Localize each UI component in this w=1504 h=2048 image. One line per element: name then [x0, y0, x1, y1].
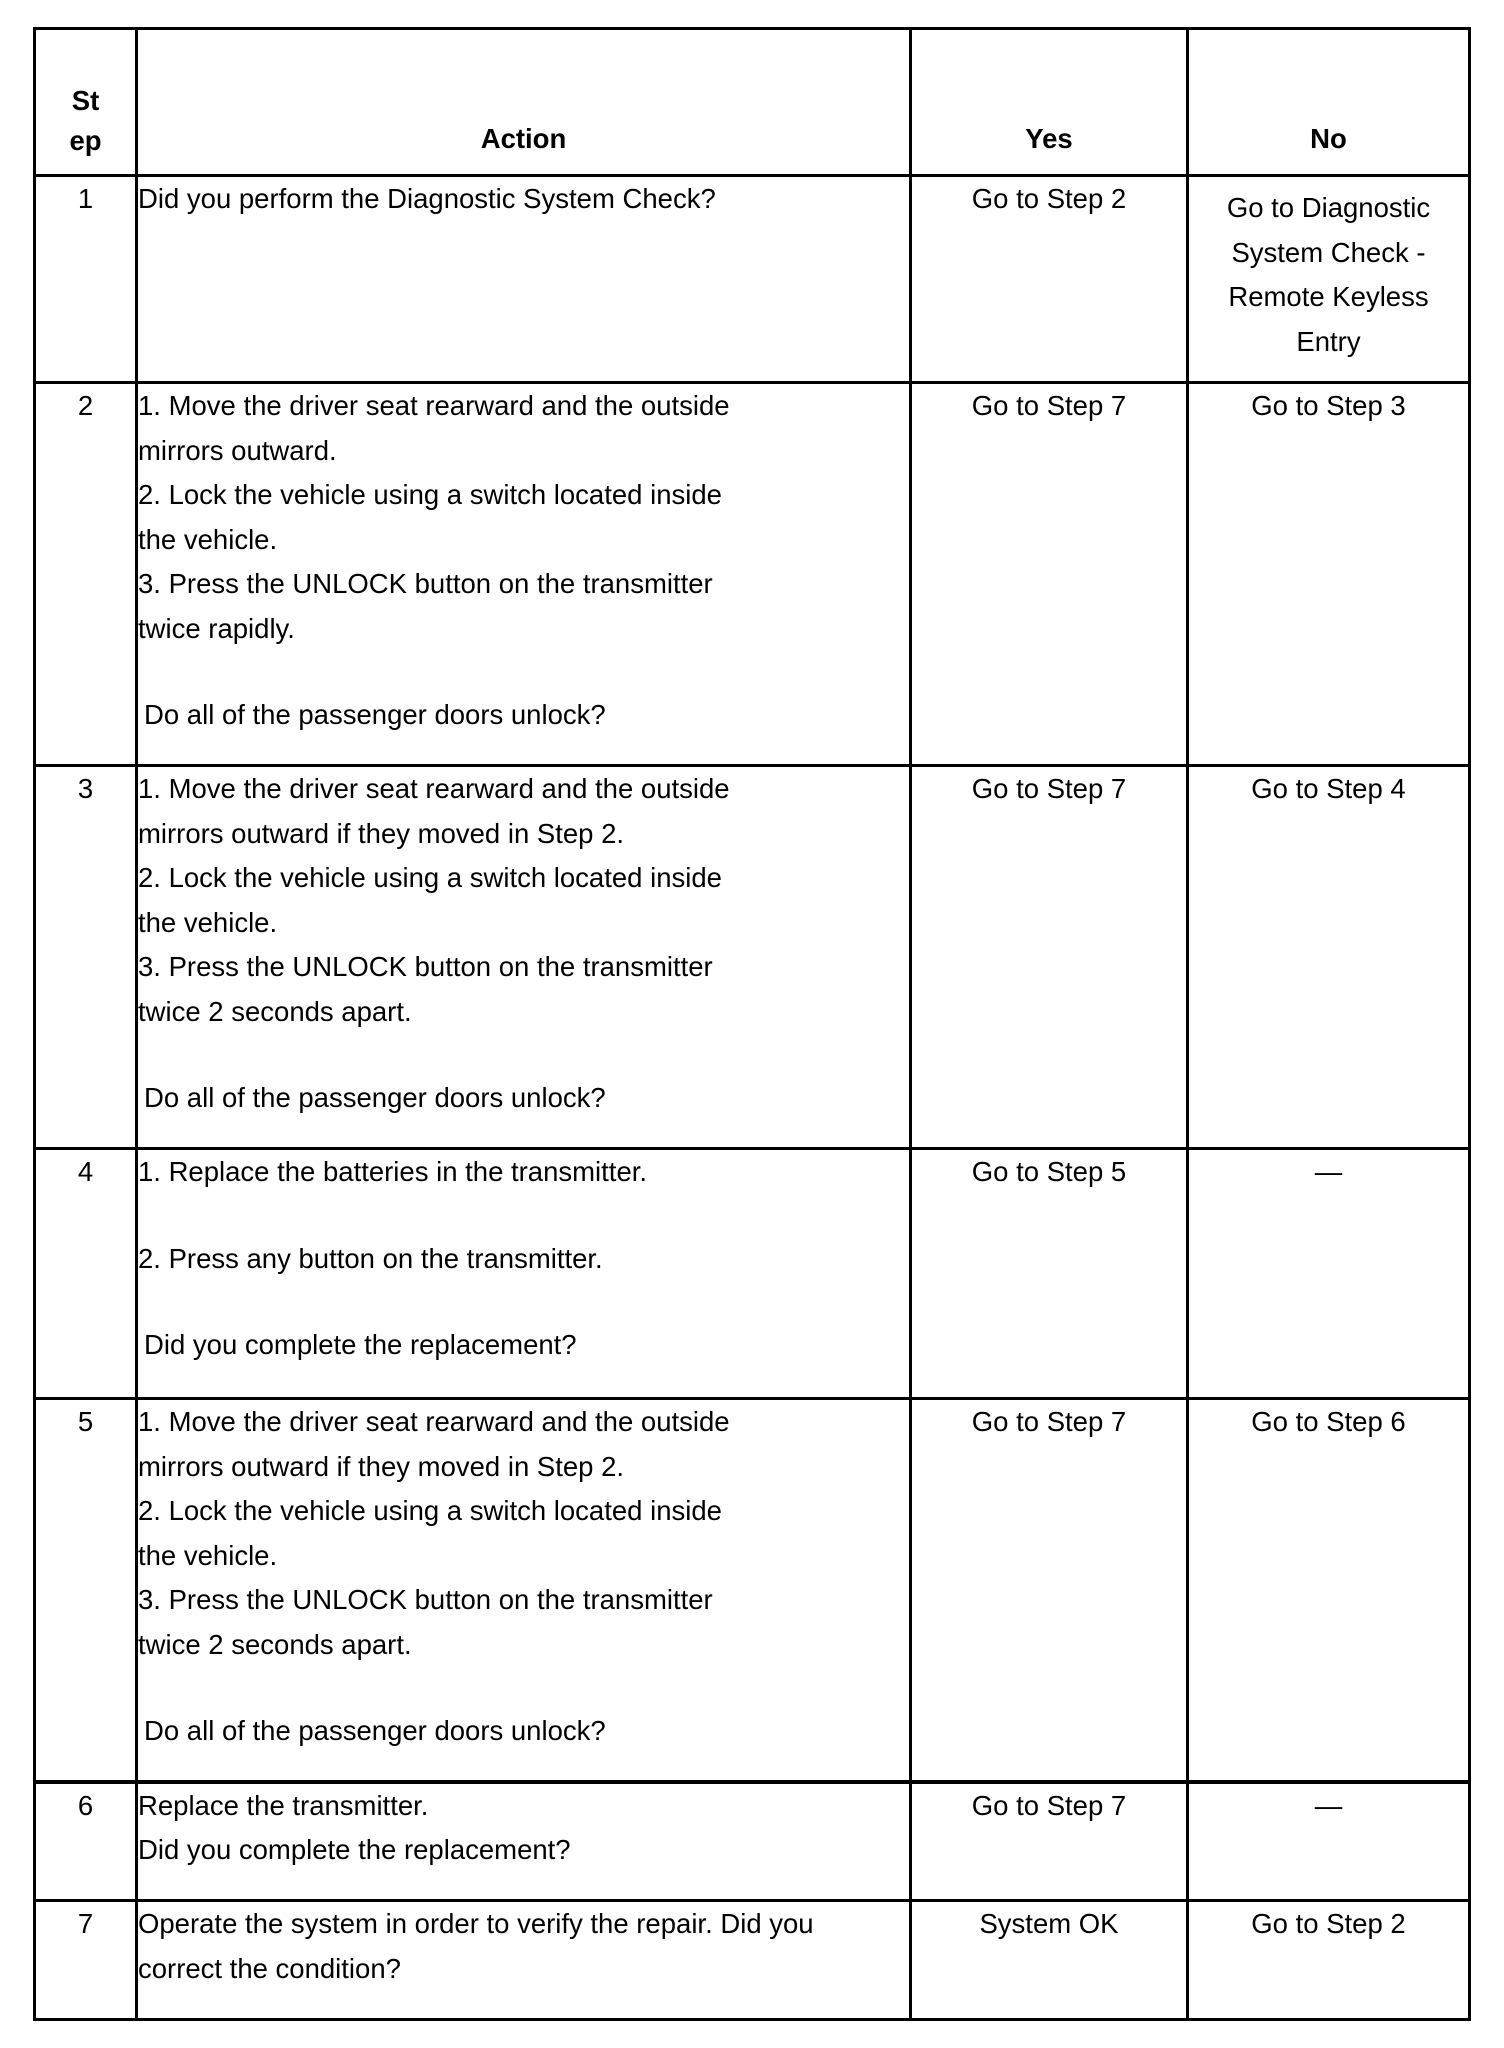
table-row	[35, 1901, 1470, 2020]
action-cell	[137, 383, 911, 766]
action-line: 3. Press the UNLOCK button on the transmitter	[138, 568, 713, 599]
action-question: Do all of the passenger doors unlock?	[144, 1715, 606, 1746]
action-spacer	[138, 1667, 909, 1709]
action-line: twice rapidly.	[138, 612, 295, 644]
diagnostic-table	[33, 27, 1471, 2021]
no-result	[1188, 766, 1470, 1149]
step-number: 5	[35, 1399, 137, 1782]
yes-result: Go to Step 7	[911, 1399, 1188, 1782]
action-cell	[137, 1782, 911, 1901]
action-line: mirrors outward.	[138, 434, 337, 466]
no-result	[1188, 176, 1470, 383]
action-cell	[137, 1901, 911, 2020]
no-result-line: System Check -	[1231, 236, 1426, 268]
action-question: Do all of the passenger doors unlock?	[144, 699, 606, 730]
action-line: 1. Replace the batteries in the transmitter.	[138, 1156, 648, 1187]
action-line: 3. Press the UNLOCK button on the transmitter	[138, 951, 713, 982]
action-line: 1. Move the driver seat rearward and the outside	[138, 390, 730, 421]
action-line: Replace the transmitter.	[138, 1789, 429, 1821]
action-line: 2. Press any button on the transmitter.	[138, 1242, 603, 1274]
header-no: No	[1188, 29, 1470, 176]
yes-result: Go to Step 7	[911, 766, 1188, 1149]
table-row	[35, 1149, 1470, 1399]
no-result-line: —	[1314, 1156, 1343, 1187]
action-cell	[137, 176, 911, 383]
no-result	[1188, 1149, 1470, 1399]
step-number: 7	[35, 1901, 137, 2020]
no-result	[1188, 383, 1470, 766]
step-number: 1	[35, 176, 137, 383]
action-cell	[137, 1149, 911, 1399]
no-result-line: Go to Step 4	[1251, 773, 1406, 804]
yes-result: Go to Step 7	[911, 383, 1188, 766]
header-step-line2: ep	[69, 125, 102, 156]
action-spacer	[138, 651, 909, 693]
no-result-line: Go to Step 6	[1251, 1406, 1406, 1437]
no-result-line: Remote Keyless	[1228, 281, 1429, 312]
no-result-line: Go to Step 3	[1251, 390, 1406, 421]
action-line: 1. Move the driver seat rearward and the outside	[138, 773, 730, 804]
action-line: 1. Move the driver seat rearward and the outside	[138, 1406, 730, 1437]
action-cell	[137, 1399, 911, 1782]
action-line: the vehicle.	[138, 1539, 278, 1571]
header-row	[35, 29, 1470, 176]
header-step	[35, 29, 137, 176]
action-line: twice 2 seconds apart.	[138, 995, 412, 1027]
step-number: 6	[35, 1782, 137, 1901]
table-row	[35, 1399, 1470, 1782]
yes-result: Go to Step 2	[911, 176, 1188, 383]
header-action: Action	[137, 29, 911, 176]
action-line: 2. Lock the vehicle using a switch located inside	[138, 479, 722, 510]
action-spacer	[138, 1195, 909, 1237]
action-line: Operate the system in order to verify the repair. Did you	[138, 1908, 814, 1939]
yes-result: Go to Step 7	[911, 1782, 1188, 1901]
action-spacer	[138, 1034, 909, 1076]
step-number: 4	[35, 1149, 137, 1399]
no-result-line: —	[1314, 1789, 1343, 1821]
header-yes: Yes	[911, 29, 1188, 176]
action-cell	[137, 766, 911, 1149]
step-number: 2	[35, 383, 137, 766]
no-result	[1188, 1782, 1470, 1901]
action-line: 2. Lock the vehicle using a switch located inside	[138, 862, 722, 893]
action-spacer	[138, 1281, 909, 1323]
action-line: 3. Press the UNLOCK button on the transmitter	[138, 1584, 713, 1615]
table-row	[35, 176, 1470, 383]
action-line: mirrors outward if they moved in Step 2.	[138, 817, 625, 849]
no-result	[1188, 1901, 1470, 2020]
table-row	[35, 1782, 1470, 1901]
action-line: 2. Lock the vehicle using a switch located inside	[138, 1495, 722, 1526]
table-row	[35, 766, 1470, 1149]
yes-result: Go to Step 5	[911, 1149, 1188, 1399]
no-result-line: Go to Diagnostic	[1226, 192, 1431, 223]
yes-result: System OK	[911, 1901, 1188, 2020]
action-line: mirrors outward if they moved in Step 2.	[138, 1450, 625, 1482]
action-question: Do all of the passenger doors unlock?	[144, 1082, 606, 1113]
no-result-line: Go to Step 2	[1251, 1908, 1406, 1939]
action-question: Did you complete the replacement?	[144, 1329, 577, 1360]
action-line: twice 2 seconds apart.	[138, 1628, 412, 1660]
step-number: 3	[35, 766, 137, 1149]
action-line: Did you perform the Diagnostic System Check?	[138, 183, 716, 214]
action-line: the vehicle.	[138, 523, 278, 555]
no-result	[1188, 1399, 1470, 1782]
action-line: correct the condition?	[138, 1952, 401, 1984]
action-line: Did you complete the replacement?	[138, 1834, 571, 1865]
action-line: the vehicle.	[138, 906, 278, 938]
header-step-line1: St	[71, 85, 100, 116]
no-result-line: Entry	[1296, 325, 1361, 357]
table-row	[35, 383, 1470, 766]
